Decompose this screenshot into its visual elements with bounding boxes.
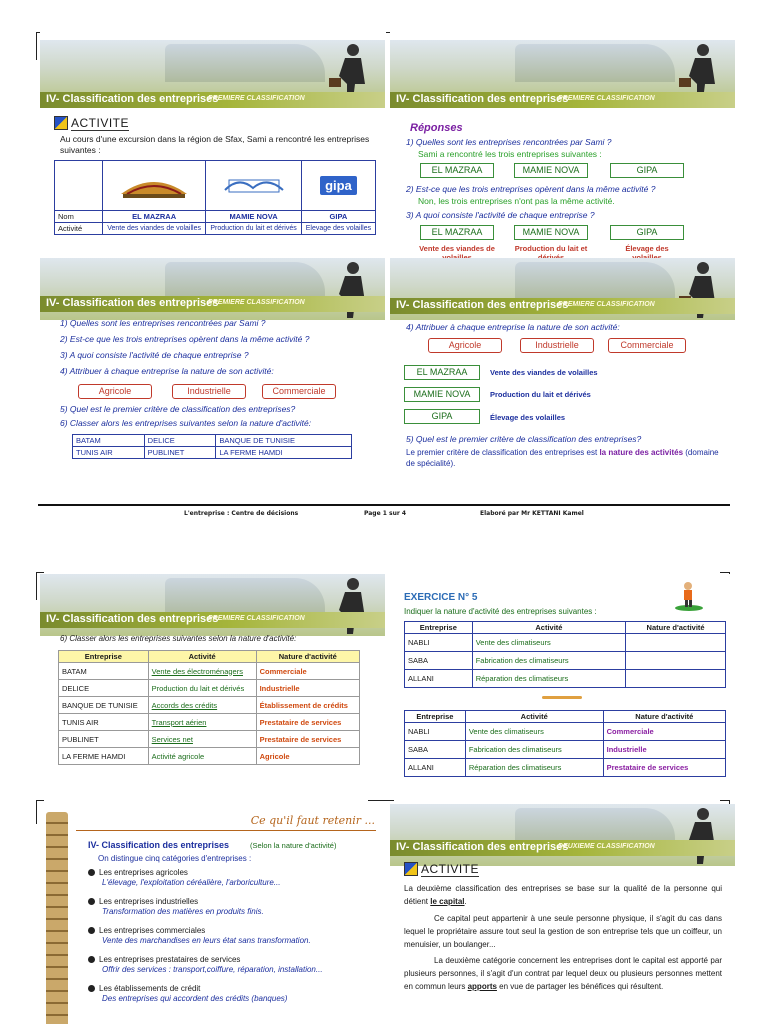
question: 4) Attribuer à chaque entreprise la nature de son activité: bbox=[406, 322, 620, 332]
company-activity: Elevage des volailles bbox=[301, 223, 375, 235]
slide-subtitle: DEUXIEME CLASSIFICATION bbox=[558, 843, 655, 850]
title-bar bbox=[40, 612, 385, 628]
company-name: GIPA bbox=[301, 211, 375, 223]
company-name: MAMIE NOVA bbox=[206, 211, 302, 223]
list-item: Les entreprises industrielles Transformation des matières en produits finis. bbox=[88, 897, 323, 917]
slide-deuxieme bbox=[390, 804, 735, 1024]
company-box: MAMIE NOVA bbox=[514, 225, 588, 240]
grid-cell: BANQUE DE TUNISIE bbox=[216, 435, 352, 447]
title-bar bbox=[40, 296, 385, 312]
retenir-title: IV- Classification des entreprises bbox=[88, 840, 230, 850]
row-nom-label: Nom bbox=[55, 211, 103, 223]
slide-title: IV- Classification des entreprises bbox=[396, 93, 569, 105]
col-header: Activité bbox=[148, 651, 256, 663]
question: 6) Classer alors les entreprises suivantes selon la nature d'activité: bbox=[60, 634, 297, 643]
question: 5) Quel est le premier critère de classification des entreprises? bbox=[60, 404, 296, 414]
title-bar bbox=[390, 298, 735, 314]
activite-header bbox=[54, 114, 129, 132]
slide-retenir bbox=[40, 804, 385, 1024]
paragraph: La deuxième classification des entreprises se base sur la qualité de la personne qui détient le capital. bbox=[404, 884, 722, 906]
retenir-note: (Selon la nature d'activité) bbox=[250, 841, 337, 850]
slide-title: IV- Classification des entreprises bbox=[396, 299, 569, 311]
paragraph: La deuxième catégorie concernent les entreprises dont le capital est apporté par plusieurs personnes, il s'agit d'un contrat par lequel deux ou plusieurs personnes mettent en commun leurs apports en vue de partager les bénéfices qui résultent. bbox=[404, 956, 722, 991]
gipa-logo: gipa bbox=[301, 161, 375, 211]
slide-title: IV- Classification des entreprises bbox=[46, 613, 219, 625]
slide-nature bbox=[390, 258, 735, 488]
question: 2) Est-ce que les trois entreprises opèrent dans la même activité ? bbox=[60, 334, 310, 344]
slide-title: IV- Classification des entreprises bbox=[46, 93, 219, 105]
footer-page: Page 1 sur 4 bbox=[364, 510, 407, 517]
nature-industrielle: Industrielle bbox=[520, 338, 594, 353]
footer-rule bbox=[38, 504, 730, 506]
slide-activite bbox=[40, 32, 385, 262]
table-row: SABA Fabrication des climatiseurs Industrielle bbox=[405, 741, 726, 759]
slide-title: IV- Classification des entreprises bbox=[396, 841, 569, 853]
question: 5) Quel est le premier critère de classification des entreprises? bbox=[406, 434, 642, 444]
retenir-heading: Ce qu'il faut retenir ... bbox=[250, 814, 375, 827]
intro-text: Au cours d'une excursion dans la région de Sfax, Sami a rencontré les entreprises suivantes : bbox=[60, 134, 370, 155]
activite-label: ACTIVITE bbox=[71, 115, 130, 130]
activity-text: Vente des viandes de bbox=[419, 244, 495, 253]
col-header: Entreprise bbox=[405, 711, 466, 723]
table-row: LA FERME HAMDI Activité agricole Agricole bbox=[59, 748, 360, 765]
col-header: Nature d'activité bbox=[626, 622, 726, 634]
question: 3) A quoi consiste l'activité de chaque entreprise ? bbox=[60, 350, 249, 360]
company-activity: Vente des viandes de volailles bbox=[103, 223, 206, 235]
nature-industrielle: Industrielle bbox=[172, 384, 246, 399]
exercice-table bbox=[404, 621, 726, 688]
nature-agricole: Agricole bbox=[78, 384, 152, 399]
table-row: PUBLINET Services net Prestataire de services bbox=[59, 731, 360, 748]
company-box: MAMIE NOVA bbox=[404, 387, 480, 402]
slide-subtitle: PREMIERE CLASSIFICATION bbox=[558, 301, 655, 308]
company-box: GIPA bbox=[610, 163, 684, 178]
activite-header bbox=[404, 860, 479, 878]
footer-author: Elaboré par Mr KETTANI Kamel bbox=[480, 510, 584, 517]
row-activite-label: Activité bbox=[55, 223, 103, 235]
exercice-answers-table bbox=[404, 710, 726, 777]
col-header: Activité bbox=[465, 711, 603, 723]
activity-text: Production du lait et bbox=[514, 244, 588, 253]
company-activity: Production du lait et dérivés bbox=[206, 223, 302, 235]
company-name: EL MAZRAA bbox=[103, 211, 206, 223]
activity-icon bbox=[54, 116, 68, 130]
company-box: GIPA bbox=[404, 409, 480, 424]
activity-text: Élevage des volailles bbox=[490, 413, 566, 422]
exercice-instruction: Indiquer la nature d'activité des entreprises suivantes : bbox=[404, 607, 597, 616]
activity-text: Vente des viandes de volailles bbox=[490, 368, 598, 377]
companies-grid bbox=[72, 434, 352, 459]
slide-title: IV- Classification des entreprises bbox=[46, 297, 219, 309]
grid-cell: DELICE bbox=[144, 435, 216, 447]
table-row: DELICE Production du lait et dérivés Industrielle bbox=[59, 680, 360, 697]
question: 4) Attribuer à chaque entreprise la nature de son activité: bbox=[60, 366, 274, 376]
nature-agricole: Agricole bbox=[428, 338, 502, 353]
nature-commerciale: Commerciale bbox=[608, 338, 686, 353]
slide-exercice bbox=[392, 574, 737, 804]
list-item: Les entreprises commerciales Vente des marchandises en leurs état sans transformation. bbox=[88, 926, 323, 946]
question: 1) Quelles sont les entreprises rencontrées par Sami ? bbox=[406, 137, 612, 147]
answer: Sami a rencontré les trois entreprises suivantes : bbox=[418, 149, 602, 159]
list-item: Les entreprises agricoles L'élevage, l'exploitation céréalière, l'arboriculture... bbox=[88, 868, 323, 888]
company-box: EL MAZRAA bbox=[420, 225, 494, 240]
classement-table bbox=[58, 650, 360, 765]
title-bar bbox=[40, 92, 385, 108]
activite-label: ACTIVITE bbox=[421, 861, 480, 876]
nature-commerciale: Commerciale bbox=[262, 384, 336, 399]
grid-cell: TUNIS AIR bbox=[73, 447, 145, 459]
table-row: BANQUE DE TUNISIE Accords des crédits Établissement de crédits bbox=[59, 697, 360, 714]
golfer-icon bbox=[674, 580, 704, 612]
companies-table bbox=[54, 160, 376, 235]
mamienova-logo bbox=[206, 161, 302, 211]
question: 3) A quoi consiste l'activité de chaque entreprise ? bbox=[406, 210, 595, 220]
crop-mark bbox=[368, 800, 394, 801]
footer-left: L'entreprise : Centre de décisions bbox=[184, 510, 299, 517]
company-box: EL MAZRAA bbox=[420, 163, 494, 178]
table-row: NABLI Vente des climatiseurs bbox=[405, 634, 726, 652]
grid-cell: PUBLINET bbox=[144, 447, 216, 459]
question: 2) Est-ce que les trois entreprises opèrent dans la même activité ? bbox=[406, 184, 656, 194]
activity-icon bbox=[404, 862, 418, 876]
company-box: EL MAZRAA bbox=[404, 365, 480, 380]
answer-text bbox=[406, 447, 724, 469]
activity-text: Élevage des bbox=[625, 244, 669, 253]
table-row: BATAM Vente des électroménagers Commerciale bbox=[59, 663, 360, 680]
reponses-heading: Réponses bbox=[410, 122, 463, 134]
grid-cell: BATAM bbox=[73, 435, 145, 447]
table-row: NABLI Vente des climatiseurs Commerciale bbox=[405, 723, 726, 741]
retenir-list bbox=[88, 868, 323, 1004]
col-header: Nature d'activité bbox=[603, 711, 725, 723]
slide-classement bbox=[40, 574, 385, 804]
list-item: Les entreprises prestataires de services Offrir des services : transport,coiffure, réparation, installation... bbox=[88, 955, 323, 975]
slide-subtitle: PREMIERE CLASSIFICATION bbox=[208, 299, 305, 306]
col-header: Activité bbox=[472, 622, 625, 634]
col-header: Entreprise bbox=[405, 622, 473, 634]
table-row: ALLANI Réparation des climatiseurs bbox=[405, 670, 726, 688]
slide-subtitle: PREMIERE CLASSIFICATION bbox=[208, 95, 305, 102]
answer-part: Le premier critère de classification des entreprises est bbox=[406, 448, 598, 457]
title-bar bbox=[390, 92, 735, 108]
exercice-title: EXERCICE N° 5 bbox=[404, 592, 478, 603]
question: 1) Quelles sont les entreprises rencontrées par Sami ? bbox=[60, 318, 266, 328]
slide-subtitle: PREMIERE CLASSIFICATION bbox=[208, 615, 305, 622]
paragraph: Ce capital peut appartenir à une seule personne physique, il s'agit du cas dans lequel le propriétaire assure tout seul la gestion de son entreprise tels que un coiffeur, un menuisier, un boulanger... bbox=[404, 914, 722, 949]
activity-text: Production du lait et dérivés bbox=[490, 390, 591, 399]
list-item: Les établissements de crédit Des entreprises qui accordent des crédits (banques) bbox=[88, 984, 323, 1004]
separator bbox=[542, 696, 582, 699]
slide-subtitle: PREMIERE CLASSIFICATION bbox=[558, 95, 655, 102]
table-row: SABA Fabrication des climatiseurs bbox=[405, 652, 726, 670]
question: 6) Classer alors les entreprises suivantes selon la nature d'activité: bbox=[60, 418, 312, 428]
businessman-icon bbox=[675, 804, 725, 866]
company-box: MAMIE NOVA bbox=[514, 163, 588, 178]
col-header: Entreprise bbox=[59, 651, 149, 663]
answer: Non, les trois entreprises n'ont pas la même activité. bbox=[418, 196, 615, 206]
grid-cell: LA FERME HAMDI bbox=[216, 447, 352, 459]
slide-questions bbox=[40, 258, 385, 488]
table-row: ALLANI Réparation des climatiseurs Prestataire de services bbox=[405, 759, 726, 777]
company-box: GIPA bbox=[610, 225, 684, 240]
title-bar bbox=[390, 840, 735, 856]
slide-reponses bbox=[390, 32, 735, 262]
table-row: TUNIS AIR Transport aérien Prestataire de services bbox=[59, 714, 360, 731]
col-header: Nature d'activité bbox=[256, 651, 359, 663]
notebook-spiral bbox=[46, 812, 68, 1024]
elmazraa-logo bbox=[103, 161, 206, 211]
answer-bold: la nature des activités bbox=[599, 448, 684, 457]
retenir-intro: On distingue cinq catégories d'entreprises : bbox=[98, 854, 252, 863]
answer-part: (domaine de spécialité). bbox=[406, 448, 719, 468]
banner-image bbox=[390, 804, 735, 866]
